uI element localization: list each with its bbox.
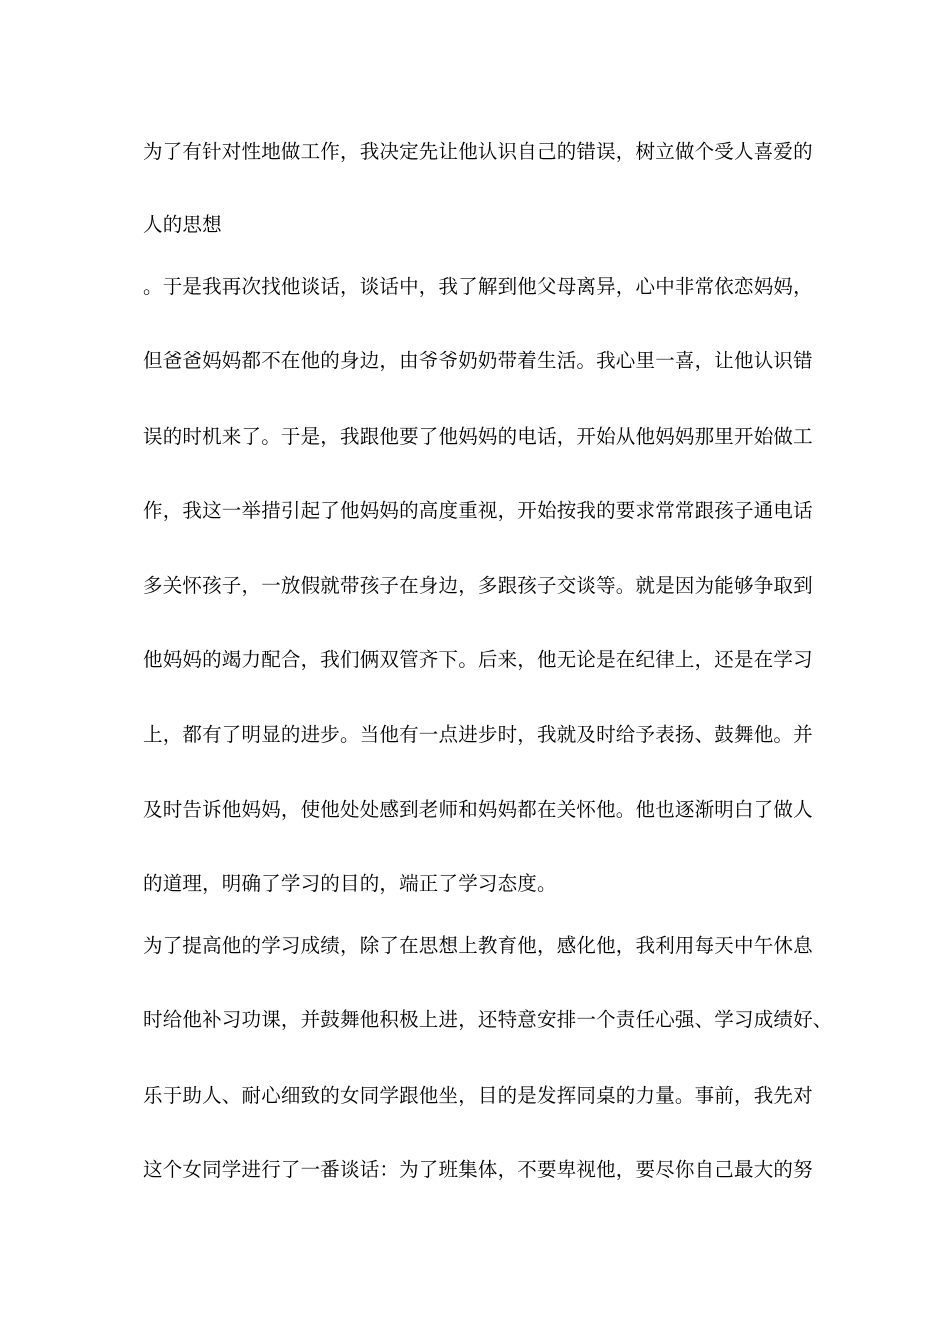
- paragraph-line: 但爸爸妈妈都不在他的身边，由爷爷奶奶带着生活。我心里一喜，让他认识错: [143, 349, 813, 372]
- paragraph-line: 。于是我再次找他谈话，谈话中，我了解到他父母离异，心中非常依恋妈妈，: [143, 275, 813, 298]
- paragraph-line: 这个女同学进行了一番谈话：为了班集体，不要卑视他，要尽你自己最大的努: [143, 1158, 813, 1181]
- paragraph-line: 多关怀孩子，一放假就带孩子在身边，多跟孩子交谈等。就是因为能够争取到: [143, 574, 813, 597]
- paragraph-line: 人的思想: [143, 213, 222, 236]
- paragraph-line: 的道理，明确了学习的目的，端正了学习态度。: [143, 872, 557, 895]
- paragraph-line: 他妈妈的竭力配合，我们俩双管齐下。后来，他无论是在纪律上，还是在学习: [143, 648, 813, 671]
- paragraph-line: 时给他补习功课，并鼓舞他积极上进，还特意安排一个责任心强、学习成绩好、: [143, 1008, 833, 1031]
- paragraph-line: 为了提高他的学习成绩，除了在思想上教育他，感化他，我利用每天中午休息: [143, 934, 813, 957]
- paragraph-line: 为了有针对性地做工作，我决定先让他认识自己的错误，树立做个受人喜爱的: [143, 140, 813, 163]
- paragraph-line: 误的时机来了。于是，我跟他要了他妈妈的电话，开始从他妈妈那里开始做工: [143, 425, 813, 448]
- paragraph-line: 及时告诉他妈妈，使他处处感到老师和妈妈都在关怀他。他也逐渐明白了做人: [143, 798, 813, 821]
- paragraph-line: 作，我这一举措引起了他妈妈的高度重视，开始按我的要求常常跟孩子通电话: [143, 499, 813, 522]
- paragraph-line: 乐于助人、耐心细致的女同学跟他坐，目的是发挥同桌的力量。事前，我先对: [143, 1084, 813, 1107]
- paragraph-line: 上，都有了明显的进步。当他有一点进步时，我就及时给予表扬、鼓舞他。并: [143, 723, 813, 746]
